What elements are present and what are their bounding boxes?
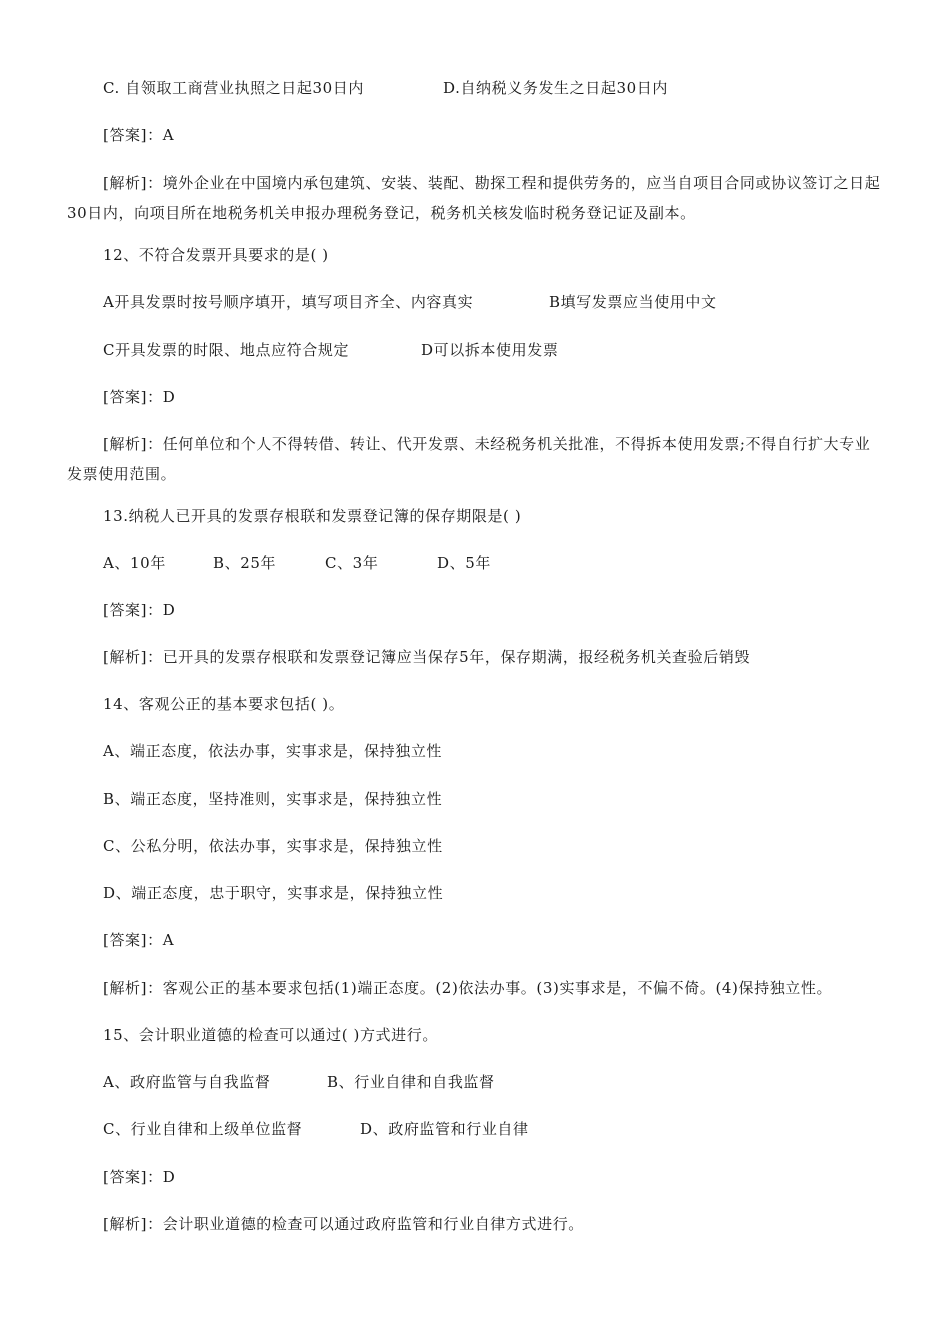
q13-question: 13.纳税人已开具的发票存根联和发票登记簿的保存期限是( ) [103, 507, 522, 525]
q14-answer: [答案]：A [103, 931, 175, 949]
q15-option-d: D、政府监管和行业自律 [360, 1120, 529, 1138]
q12-question: 12、不符合发票开具要求的是( ) [103, 246, 329, 264]
q12-option-b: B填写发票应当使用中文 [549, 293, 717, 311]
q15-question: 15、会计职业道德的检查可以通过( )方式进行。 [103, 1026, 438, 1044]
q15-option-c: C、行业自律和上级单位监督 [103, 1120, 303, 1138]
q15-analysis: [解析]：会计职业道德的检查可以通过政府监管和行业自律方式进行。 [103, 1215, 584, 1233]
q13-analysis: [解析]：已开具的发票存根联和发票登记簿应当保存5年，保存期满，报经税务机关查验后销毁 [103, 648, 751, 666]
q14-option-c: C、公私分明，依法办事，实事求是，保持独立性 [103, 837, 443, 855]
q13-option-d: D、5年 [437, 554, 491, 572]
q12-option-d: D可以拆本使用发票 [421, 341, 559, 359]
q14-option-a: A、端正态度，依法办事，实事求是，保持独立性 [103, 742, 443, 760]
q14-option-d: D、端正态度，忠于职守，实事求是，保持独立性 [103, 884, 444, 902]
q13-answer: [答案]：D [103, 601, 176, 619]
q14-analysis: [解析]：客观公正的基本要求包括(1)端正态度。(2)依法办事。(3)实事求是，不偏不倚。(4)保持独立性。 [103, 979, 833, 997]
q11-answer: [答案]：A [103, 126, 175, 144]
q13-option-b: B、25年 [213, 554, 277, 572]
q14-option-b: B、端正态度，坚持准则，实事求是，保持独立性 [103, 790, 443, 808]
q12-answer: [答案]：D [103, 388, 176, 406]
q15-option-a: A、政府监管与自我监督 [103, 1073, 271, 1091]
q12-option-c: C开具发票的时限、地点应符合规定 [103, 341, 350, 359]
q15-answer: [答案]：D [103, 1168, 176, 1186]
q15-option-b: B、行业自律和自我监督 [327, 1073, 495, 1091]
q11-option-c: C. 自领取工商营业执照之日起30日内 [103, 79, 364, 97]
q11-analysis: [解析]：境外企业在中国境内承包建筑、安装、装配、勘探工程和提供劳务的，应当自项目合同或协议签订之日起30日内，向项目所在地税务机关申报办理税务登记，税务机关核发临时税务登记证及副本。 [67, 174, 881, 222]
q11-option-d: D.自纳税义务发生之日起30日内 [443, 79, 668, 97]
q14-question: 14、客观公正的基本要求包括( )。 [103, 695, 345, 713]
q13-option-a: A、10年 [103, 554, 166, 572]
q13-option-c: C、3年 [325, 554, 379, 572]
q12-analysis: [解析]：任何单位和个人不得转借、转让、代开发票、未经税务机关批准，不得拆本使用发票;不得自行扩大专业发票使用范围。 [67, 435, 871, 483]
q12-option-a: A开具发票时按号顺序填开，填写项目齐全、内容真实 [103, 293, 474, 311]
